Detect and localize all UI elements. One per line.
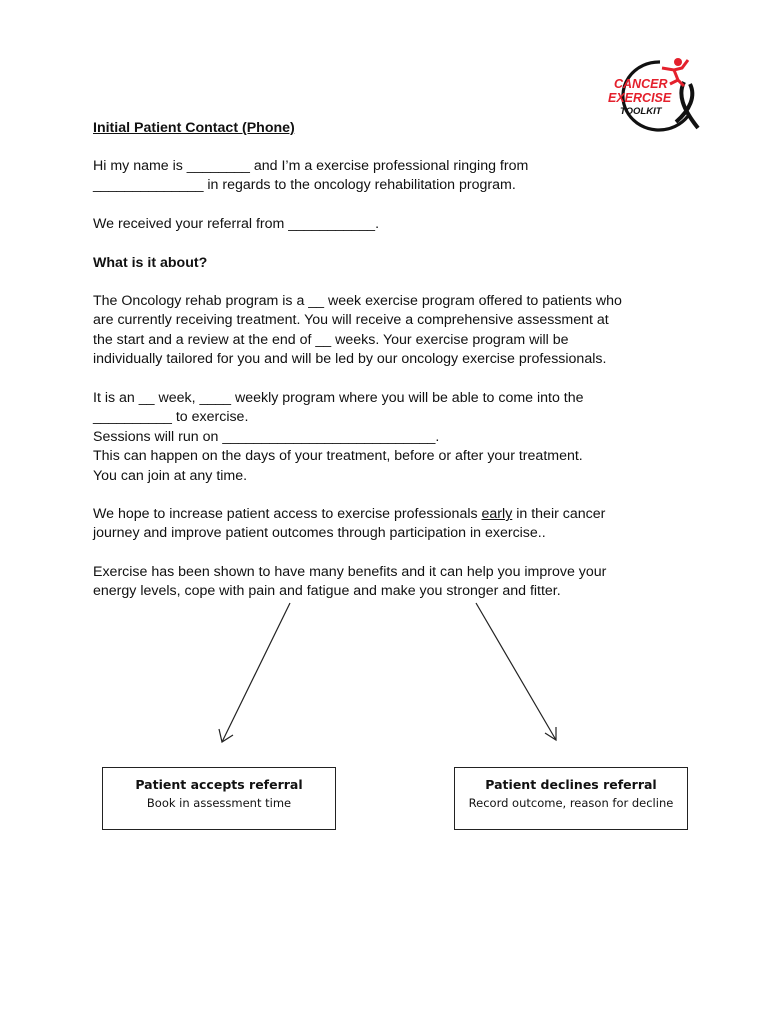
- logo-word-cancer: CANCER: [614, 77, 668, 91]
- about-paragraph: [93, 292, 683, 370]
- document-title: Initial Patient Contact (Phone): [93, 120, 295, 136]
- hope-paragraph: [93, 505, 683, 544]
- logo-word-toolkit: TOOLKIT: [620, 106, 662, 117]
- benefits-paragraph: [93, 563, 683, 602]
- hope-line-2: journey and improve patient outcomes through participation in exercise..: [93, 525, 546, 542]
- arrow-to-decline: [476, 603, 556, 740]
- accept-box-subtitle: Book in assessment time: [146, 796, 292, 810]
- decline-referral-box: [454, 767, 688, 830]
- decline-box-title: Patient declines referral: [485, 777, 657, 792]
- hope-line-1: [93, 505, 683, 524]
- arrow-to-accept: [219, 603, 290, 742]
- program-paragraph: [93, 389, 683, 486]
- intro-line-1: Hi my name is ________ and I’m a exercise professional ringing from: [93, 158, 529, 174]
- referral-paragraph: [93, 215, 683, 234]
- about-heading: What is it about?: [93, 255, 208, 271]
- program-line-3: Sessions will run on ___________________________.: [93, 428, 440, 445]
- program-line-2: __________ to exercise.: [93, 409, 249, 426]
- intro-paragraph: [93, 157, 683, 196]
- decline-box-subtitle: Record outcome, reason for decline: [468, 796, 674, 810]
- program-line-1: It is an __ week, ____ weekly program where you will be able to come into the: [93, 390, 584, 406]
- intro-line-2: ______________ in regards to the oncology rehabilitation program.: [93, 177, 516, 194]
- referral-line: We received your referral from ___________.: [93, 216, 380, 232]
- about-line-1: The Oncology rehab program is a __ week exercise program offered to patients who: [93, 293, 622, 309]
- benefits-line-1: Exercise has been shown to have many benefits and it can help you improve your: [93, 564, 607, 580]
- program-line-5: You can join at any time.: [93, 467, 248, 484]
- accept-referral-box: [102, 767, 336, 830]
- logo-word-exercise: EXERCISE: [608, 91, 672, 105]
- hope-underlined-word: early: [481, 506, 513, 522]
- program-line-4: This can happen on the days of your treatment, before or after your treatment.: [93, 448, 583, 465]
- about-line-2: are currently receiving treatment. You will receive a comprehensive assessment at: [93, 312, 609, 329]
- hope-line-1-end: in their cancer: [512, 506, 606, 522]
- about-line-3: the start and a review at the end of __ weeks. Your exercise program will be: [93, 331, 569, 348]
- accept-box-title: Patient accepts referral: [135, 777, 303, 792]
- about-line-4: individually tailored for you and will be led by our oncology exercise professionals.: [93, 351, 607, 368]
- hope-line-1-start: We hope to increase patient access to exercise professionals: [93, 506, 482, 522]
- benefits-line-2: energy levels, cope with pain and fatigue and make you stronger and fitter.: [93, 583, 561, 600]
